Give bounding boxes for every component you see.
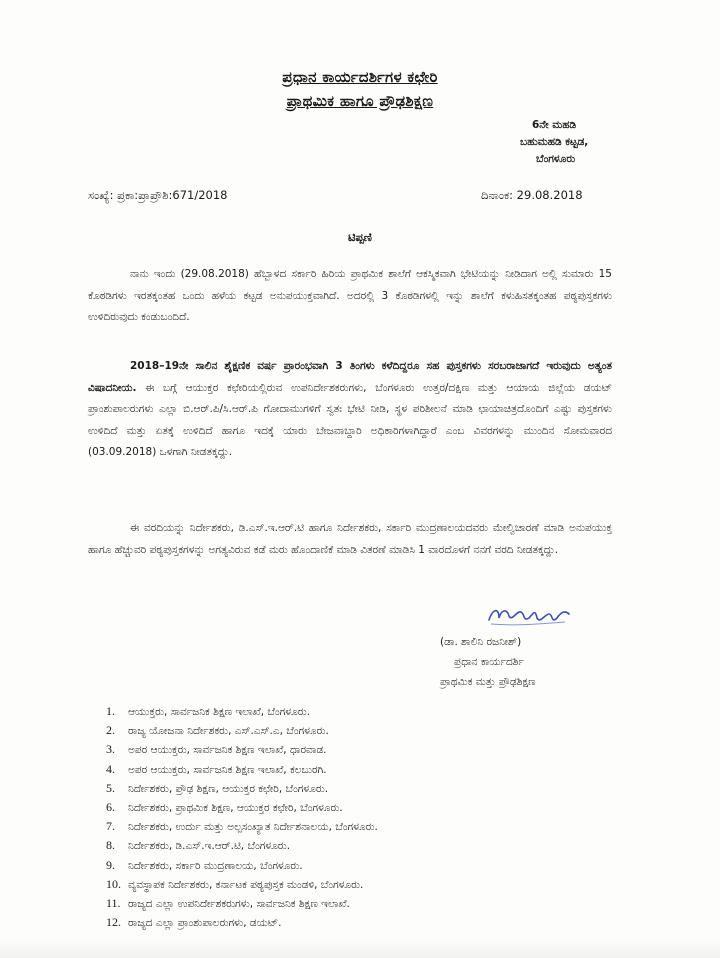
address-line-floor: 6ನೇ ಮಹಡಿ xyxy=(532,119,577,131)
recipient-text: ರಾಜ್ಯದ ಎಲ್ಲಾ ಪ್ರಾಂಶುಪಾಲರುಗಳು, ಡಯಟ್. xyxy=(128,917,282,930)
recipient-text: ಅಪರ ಆಯುಕ್ತರು, ಸಾರ್ವಜನಿಕ ಶಿಕ್ಷಣ ಇಲಾಖೆ, ಕಲಬುರಗಿ. xyxy=(128,763,327,776)
recipient-item xyxy=(106,817,378,836)
signatory-department: ಪ್ರಾಥಮಿಕ ಮತ್ತು ಪ್ರೌಢಶಿಕ್ಷಣ xyxy=(440,676,536,688)
address-line-city: ಬೆಂಗಳೂರು xyxy=(536,153,576,165)
recipient-number: 7. xyxy=(106,819,115,834)
recipient-item xyxy=(106,913,378,932)
recipient-item xyxy=(106,856,378,875)
recipient-number: 10. xyxy=(106,876,121,891)
handwritten-signature xyxy=(485,600,575,630)
signatory-designation: ಪ್ರಧಾನ ಕಾರ್ಯದರ್ಶಿ xyxy=(454,656,524,668)
recipient-text: ವ್ಯವಸ್ಥಾಪಕ ನಿರ್ದೇಶಕರು, ಕರ್ನಾಟಕ ಪಠ್ಯಪುಸ್ತಕ ಮಂಡಳಿ, ಬೆಂಗಳೂರು. xyxy=(128,878,364,891)
recipient-text: ನಿರ್ದೇಶಕರು, ಸರ್ಕಾರಿ ಮುದ್ರಣಾಲಯ, ಬೆಂಗಳೂರು. xyxy=(128,859,303,872)
office-title: ಪ್ರಧಾನ ಕಾರ್ಯದರ್ಶಿಗಳ ಕಛೇರಿ xyxy=(282,68,438,86)
recipient-item xyxy=(106,702,378,721)
recipient-number: 1. xyxy=(106,704,115,718)
paragraph-3: ಈ ವರದಿಯನ್ನು ನಿರ್ದೇಶಕರು, ಡಿ.ಎಸ್.ಇ.ಆರ್.ಟಿ ಹಾಗೂ ನಿರ್ದೇಶಕರು, ಸರ್ಕಾರಿ ಮುದ್ರಣಾಲಯದವರು ಮೇಲ್ವಿಚಾರಣೆ ಮಾಡಿ ಅನುಪಯುಕ್ತ ಹಾಗೂ ಹೆಚ್ಚುವರಿ ಪಠ್ಯಪುಸ್ತಕಗಳನ್ನು ಅಗತ್ಯವಿರುವ ಕಡೆ ಮರು ಹೊಂದಾಣಿಕೆ ಮಾಡಿ ವಿತರಣೆ ಮಾಡಿಸಿ 1 ವಾರದೊಳಗೆ ನನಗೆ ವರದಿ ನೀಡತಕ್ಕದ್ದು. xyxy=(88,522,612,556)
recipient-item xyxy=(106,760,378,779)
recipient-item xyxy=(106,721,378,740)
recipient-item xyxy=(106,894,378,913)
recipient-number: 2. xyxy=(106,723,115,738)
recipient-item xyxy=(106,875,378,894)
paragraph-2-body: ಈ ಬಗ್ಗೆ ಆಯುಕ್ತರ ಕಛೇರಿಯಲ್ಲಿರುವ ಉಪನಿರ್ದೇಶಕರುಗಳು, ಬೆಂಗಳೂರು ಉತ್ತರ/ದಕ್ಷಿಣ ಮತ್ತು ಆಯಾಯ ಜಿಲ್ಲೆಯ ಡಯಟ್ ಪ್ರಾಂಶುಪಾಲರುಗಳು ಎಲ್ಲಾ ಬಿ.ಆರ್.ಪಿ/ಸಿ.ಆರ್.ಪಿ ಗೋದಾಮುಗಳಿಗೆ ಸ್ವತಃ ಭೇಟಿ ನೀಡಿ, ಸ್ಥಳ ಪರಿಶೀಲನೆ ಮಾಡಿ ಛಾಯಾಚಿತ್ರದೊಂದಿಗೆ ಎಷ್ಟು ಪುಸ್ತಕಗಳು ಉಳಿದಿದೆ ಮತ್ತು ಏತಕ್ಕೆ ಉಳಿದಿದೆ ಹಾಗೂ ಇದಕ್ಕೆ ಯಾರು ಬೇಜವಾಬ್ದಾರಿ ಅಧಿಕಾರಿಗಳಾಗಿದ್ದಾರೆ ಎಂಬ ವಿವರಗಳನ್ನು ಮುಂದಿನ ಸೋಮವಾರದ (03.09.2018) ಒಳಗಾಗಿ ನೀಡತಕ್ಕದ್ದು. xyxy=(88,381,612,458)
recipient-item xyxy=(106,740,378,759)
reference-date: ದಿನಾಂಕ: 29.08.2018 xyxy=(481,188,583,202)
recipient-text: ನಿರ್ದೇಶಕರು, ಪ್ರೌಢ ಶಿಕ್ಷಣ, ಆಯುಕ್ತರ ಕಛೇರಿ, ಬೆಂಗಳೂರು. xyxy=(128,782,329,795)
reference-number: ಸಂಖ್ಯೆ: ಪ್ರಕಾ:ಪ್ರಾಪ್ರೌಶಿ:671/2018 xyxy=(88,188,228,202)
recipient-list xyxy=(106,702,378,932)
recipient-item xyxy=(106,798,378,817)
recipient-text: ಆಯುಕ್ತರು, ಸಾರ್ವಜನಿಕ ಶಿಕ್ಷಣ ಇಲಾಖೆ, ಬೆಂಗಳೂರು. xyxy=(128,706,310,718)
recipient-item xyxy=(106,779,378,798)
signatory-name: (ಡಾ. ಶಾಲಿನಿ ರಜನೀಶ್) xyxy=(440,636,522,648)
recipient-text: ರಾಜ್ಯದ ಎಲ್ಲಾ ಉಪನಿರ್ದೇಶಕರುಗಳು, ಸಾರ್ವಜನಿಕ ಶಿಕ್ಷಣ ಇಲಾಖೆ. xyxy=(128,897,350,910)
recipient-text: ನಿರ್ದೇಶಕರು, ಡಿ.ಎಸ್.ಇ.ಆರ್.ಟಿ, ಬೆಂಗಳೂರು. xyxy=(128,840,291,853)
paragraph-2-emphasis: 2018–19ನೇ ಸಾಲಿನ ಶೈಕ್ಷಣಿಕ ವರ್ಷ ಪ್ರಾರಂಭವಾಗಿ 3 ತಿಂಗಳು ಕಳೆದಿದ್ದರೂ ಸಹ ಪುಸ್ತಕಗಳು ಸರಬರಾಜಾಗದೆ ಇರುವುದು ಅತ್ಯಂತ ವಿಷಾದನೀಯ. xyxy=(88,360,612,394)
recipient-text: ರಾಜ್ಯ ಯೋಜನಾ ನಿರ್ದೇಶಕರು, ಎಸ್.ಎಸ್.ಎ, ಬೆಂಗಳೂರು. xyxy=(128,725,329,738)
paragraph-2 xyxy=(88,356,612,464)
recipient-number: 11. xyxy=(106,895,121,910)
address-line-building: ಬಹುಮಹಡಿ ಕಟ್ಟಡ, xyxy=(520,136,589,148)
recipient-number: 6. xyxy=(106,799,115,814)
recipient-text: ನಿರ್ದೇಶಕರು, ಪ್ರಾಥಮಿಕ ಶಿಕ್ಷಣ, ಆಯುಕ್ತರ ಕಛೇರಿ, ಬೆಂಗಳೂರು. xyxy=(128,801,343,814)
recipient-number: 3. xyxy=(106,742,115,757)
recipient-text: ಅಪರ ಆಯುಕ್ತರು, ಸಾರ್ವಜನಿಕ ಶಿಕ್ಷಣ ಇಲಾಖೆ, ಧಾರವಾಡ. xyxy=(128,744,327,757)
recipient-number: 8. xyxy=(106,838,115,853)
recipient-number: 4. xyxy=(106,761,115,776)
recipient-number: 9. xyxy=(106,857,115,872)
recipient-number: 5. xyxy=(106,780,115,795)
paragraph-1: ನಾನು ಇಂದು (29.08.2018) ಹೆಬ್ಬಾಳದ ಸರ್ಕಾರಿ ಹಿರಿಯ ಪ್ರಾಥಮಿಕ ಶಾಲೆಗೆ ಆಕಸ್ಮಿಕವಾಗಿ ಭೇಟಿಯನ್ನು ನೀಡಿದಾಗ ಅಲ್ಲಿ ಸುಮಾರು 15 ಕೊಠಡಿಗಳು ಇರತಕ್ಕಂತಹ ಒಂದು ಹಳೆಯ ಕಟ್ಟಡ ಅನುಪಯುಕ್ತವಾಗಿದೆ. ಅದರಲ್ಲಿ 3 ಕೊಠಡಿಗಳಲ್ಲಿ ಇನ್ನು ಶಾಲೆಗೆ ಕಳುಹಿಸತಕ್ಕಂತಹ ಪಠ್ಯಪುಸ್ತಕಗಳು ಉಳಿದಿರುವುದು ಕಂಡುಬಂದಿದೆ. xyxy=(88,268,612,323)
memo-title: ಟಿಪ್ಪಣಿ xyxy=(348,230,372,244)
page-edge xyxy=(0,940,720,958)
recipient-item xyxy=(106,836,378,855)
recipient-text: ನಿರ್ದೇಶಕರು, ಉರ್ದು ಮತ್ತು ಅಲ್ಪಸಂಖ್ಯಾತ ನಿರ್ದೇಶನಾಲಯ, ಬೆಂಗಳೂರು. xyxy=(128,821,378,834)
recipient-number: 12. xyxy=(106,915,121,930)
department-title: ಪ್ರಾಥಮಿಕ ಹಾಗೂ ಪ್ರೌಢಶಿಕ್ಷಣ xyxy=(286,92,434,110)
